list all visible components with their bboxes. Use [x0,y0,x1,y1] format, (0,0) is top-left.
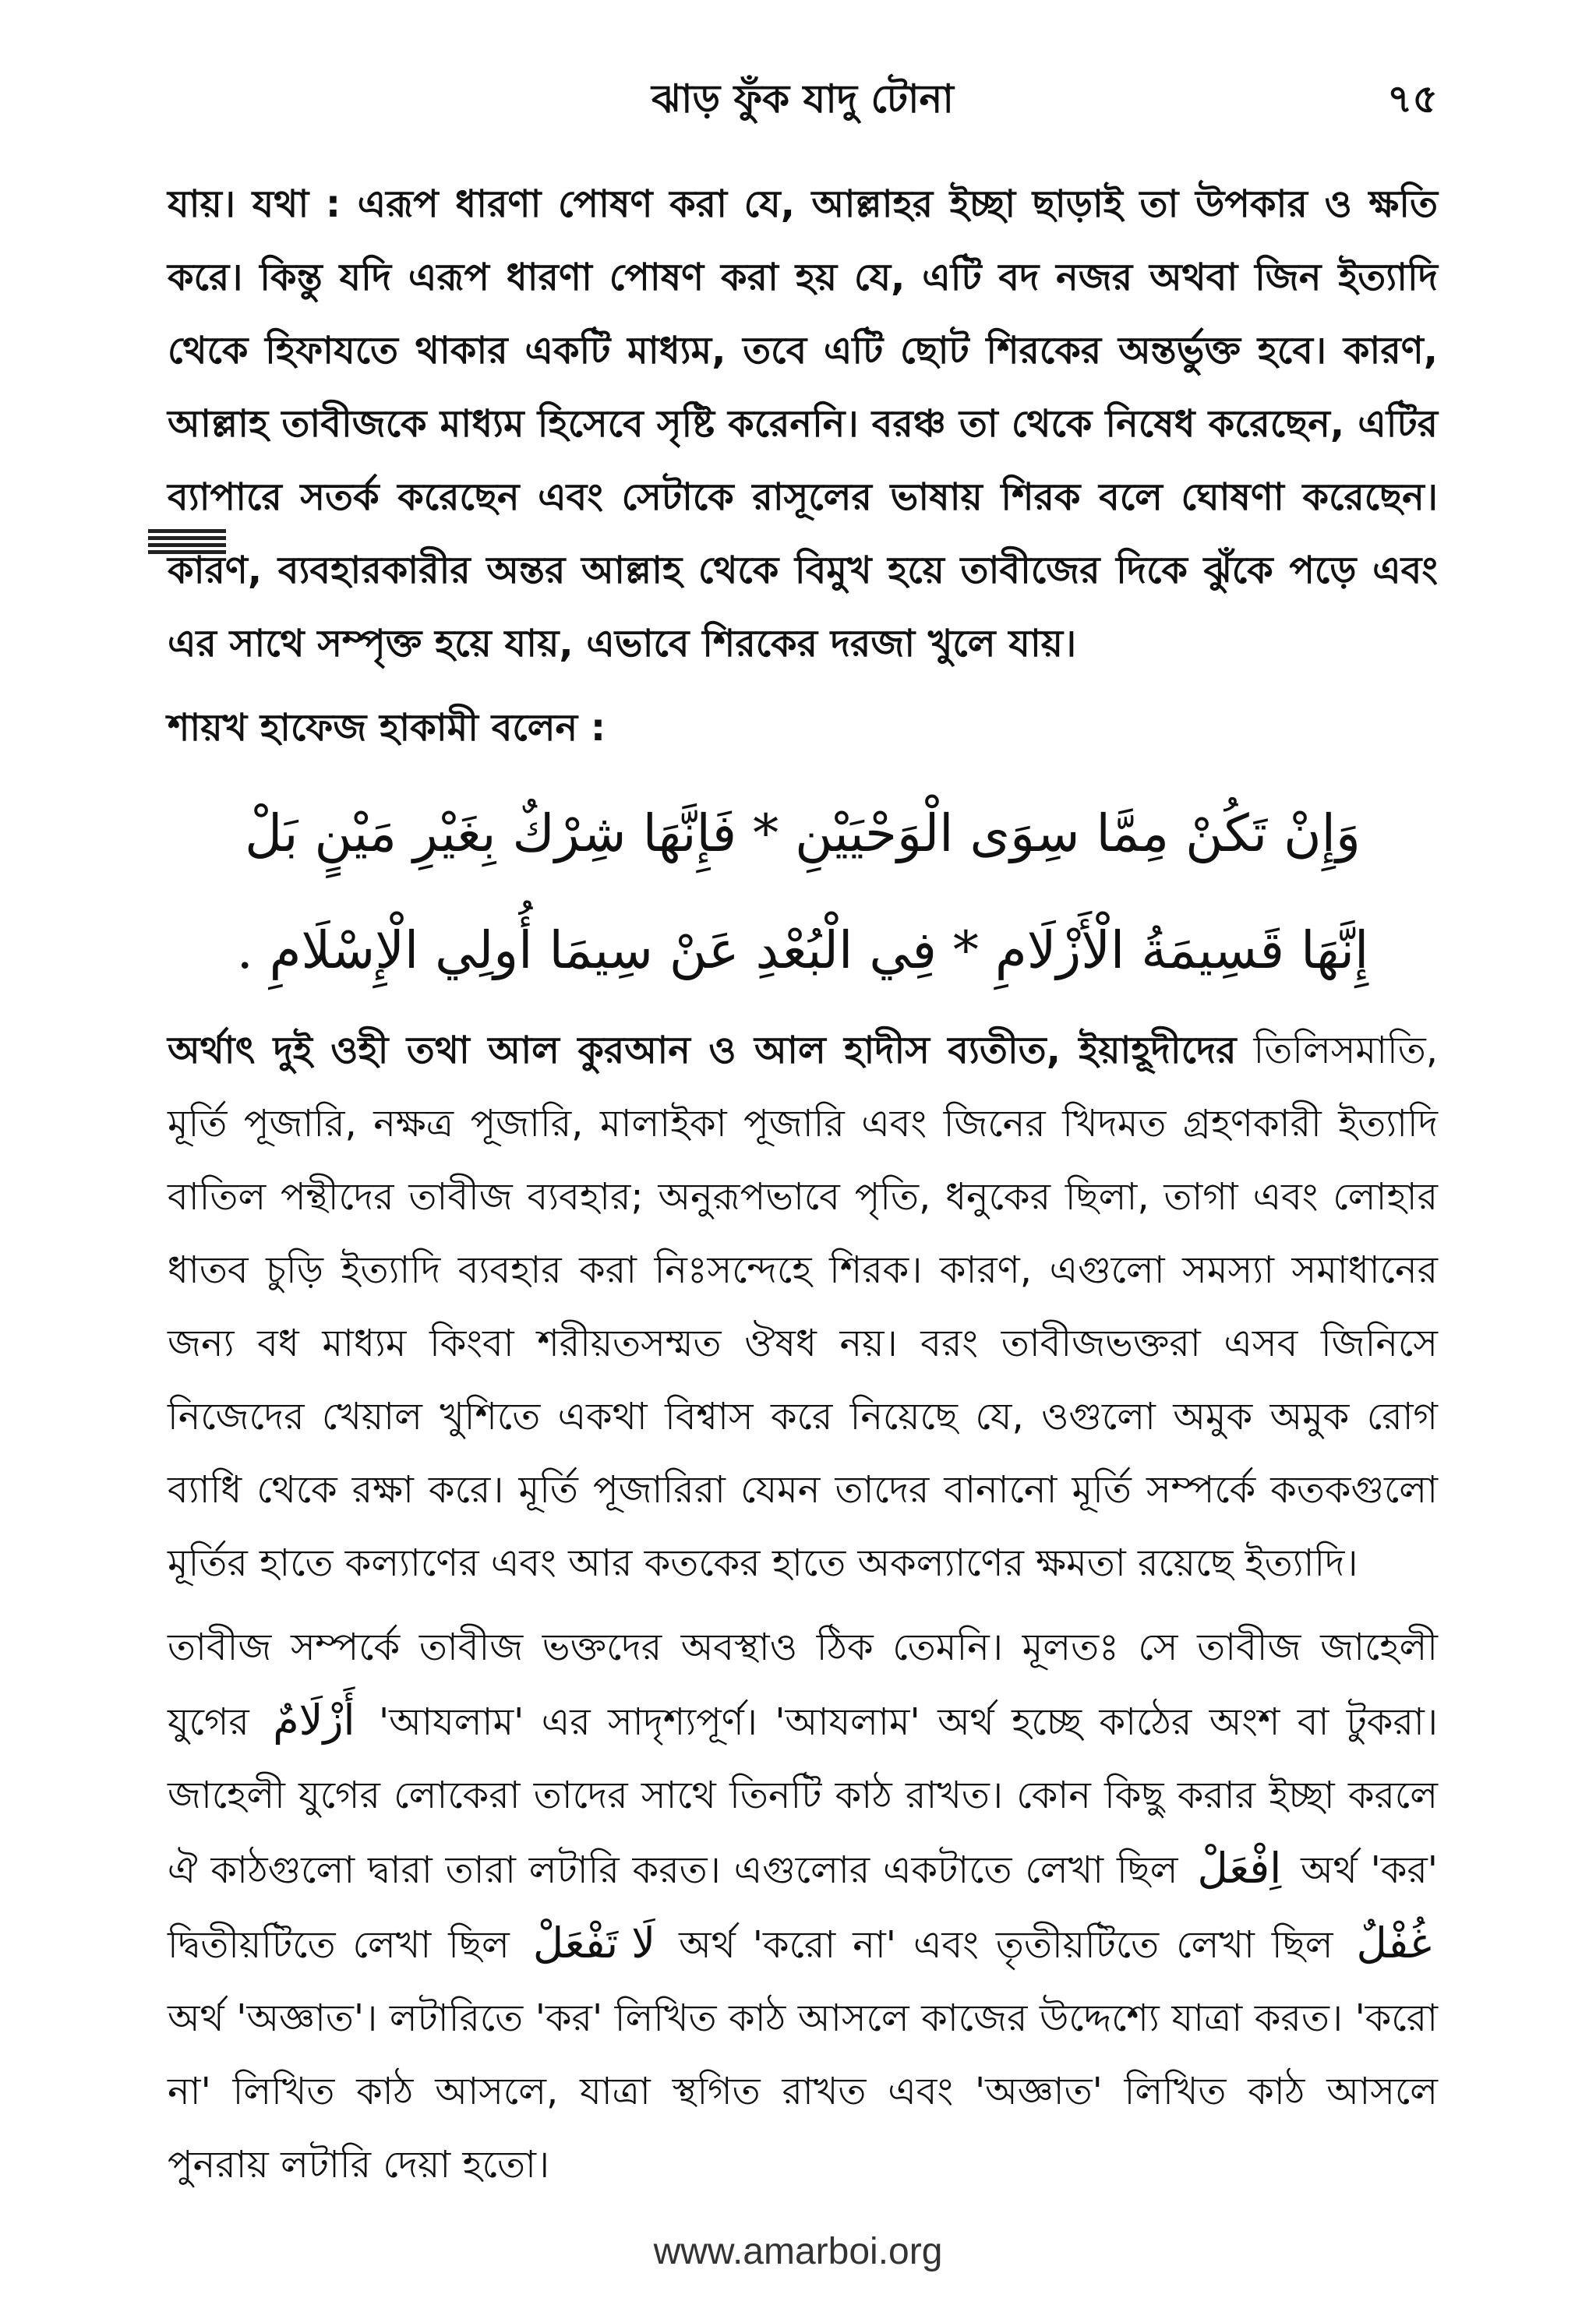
paragraph-3-bold: অর্থাৎ দুই ওহী তথা আল কুরআন ও আল হাদীস ব্যতীত, ইয়াহূদীদের [168,1029,1237,1072]
paragraph-4-part-c: অর্থ 'কর' দ্বিতীয়টিতে লেখা ছিল [168,1848,1439,1967]
arabic-word-ifal: اِفْعَلْ [1197,1844,1282,1893]
arabic-word-azlam: أَزْلَامٌ [273,1696,355,1745]
body-text [168,168,1438,2212]
arabic-word-la-tafal: لَا تَفْعَلْ [532,1918,656,1968]
footer-url: www.amarboi.org [653,2231,943,2272]
paragraph-3-rest: তিলিসমাতি, মূর্তি পূজারি, নক্ষত্র পূজারি, মালাইকা পূজারি এবং জিনের খিদমত গ্রহণকারী ইত্যাদি বাতিল পন্থীদের তাবীজ ব্যবহার; অনুরূপভাবে পৃতি, ধনুকের ছিলা, তাগা এবং লোহার ধাতব চুড়ি ইত্যাদি ব্যবহার করা নিঃসন্দেহে শিরক। কারণ, এগুলো সমস্যা সমাধানের জন্য বধ মাধ্যম কিংবা শরীয়তসম্মত ঔষধ নয়। বরং তাবীজভক্তরা এসব জিনিসে নিজেদের খেয়াল খুশিতে একথা বিশ্বাস করে নিয়েছে যে, ওগুলো অমুক অমুক রোগ ব্যাধি থেকে রক্ষা করে। মূর্তি পূজারিরা যেমন তাদের বানানো মূর্তি সম্পর্কে কতকগুলো মূর্তির হাতে কল্যাণের এবং আর কতকের হাতে অকল্যাণের ক্ষমতা রয়েছে ইত্যাদি। [168,1029,1438,1585]
page-header [168,70,1438,140]
arabic-word-ghufl: غُفْلٌ [1356,1918,1432,1968]
paragraph-4-part-e: অর্থ 'অজ্ঞাত'। লটারিতে 'কর' লিখিত কাঠ আসলে কাজের উদ্দেশ্যে যাত্রা করত। 'করো না' লিখিত কাঠ আসলে, যাত্রা স্থগিত রাখত এবং 'অজ্ঞাত' লিখিত কাঠ আসলে পুনরায় লটারি দেয়া হতো। [168,1996,1438,2187]
paragraph-4-part-a: তাবীজ সম্পর্কে তাবীজ ভক্তদের অবস্থাও ঠিক তেমনি। মূলতঃ সে তাবীজ জাহেলী যুগের [168,1626,1438,1744]
paragraph-3 [168,1014,1438,1600]
paragraph-4-part-b: 'আযলাম' এর সাদৃশ্যপূর্ণ। 'আযলাম' অর্থ হচ্ছে কাঠের অংশ বা টুকরা। জাহেলী যুগের লোকেরা তাদের সাথে তিনটি কাঠ রাখত। কোন কিছু করার ইচ্ছা করলে ঐ কাঠগুলো দ্বারা তারা লটারি করত। এগুলোর একটাতে লেখা ছিল [168,1700,1439,1892]
paragraph-4 [168,1611,1438,2201]
arabic-verse-line-2: إِنَّهَا قَسِيمَةُ الْأَزْلَامِ * فِي الْبُعْدِ عَنْ سِيمَا أُولِي الْإِسْلَامِ . [236,920,1369,980]
arabic-verse [168,775,1438,1009]
paragraph-4-part-d: অর্থ 'করো না' এবং তৃতীয়টিতে লেখা ছিল [679,1923,1333,1967]
page-number: ৭৫ [1387,76,1438,122]
arabic-verse-line-1: وَإِنْ تَكُنْ مِمَّا سِوَى الْوَحْيَيْنِ * فَإِنَّهَا شِرْكٌ بِغَيْرِ مَيْنٍ بَلْ [245,803,1361,863]
paragraph-1: যায়। যথা : এরূপ ধারণা পোষণ করা যে, আল্লাহর ইচ্ছা ছাড়াই তা উপকার ও ক্ষতি করে। কিন্তু যদি এরূপ ধারণা পোষণ করা হয় যে, এটি বদ নজর অথবা জিন ইত্যাদি থেকে হিফাযতে থাকার একটি মাধ্যম, তবে এটি ছোট শিরকের অন্তর্ভুক্ত হবে। কারণ, আল্লাহ তাবীজকে মাধ্যম হিসেবে সৃষ্টি করেননি। বরঞ্চ তা থেকে নিষেধ করেছেন, এটির ব্যাপারে সতর্ক করেছেন এবং সেটাকে রাসূলের ভাষায় শিরক বলে ঘোষণা করেছেন। কারণ, ব্যবহারকারীর অন্তর আল্লাহ থেকে বিমুখ হয়ে তাবীজের দিকে ঝুঁকে পড়ে এবং এর সাথে সম্পৃক্ত হয়ে যায়, এভাবে শিরকের দরজা খুলে যায়। [168,182,1438,665]
running-title: ঝাড় ফুঁক যাদু টোনা [651,76,954,122]
paragraph-2: শায়খ হাফেজ হাকামী বলেন : [168,706,606,750]
